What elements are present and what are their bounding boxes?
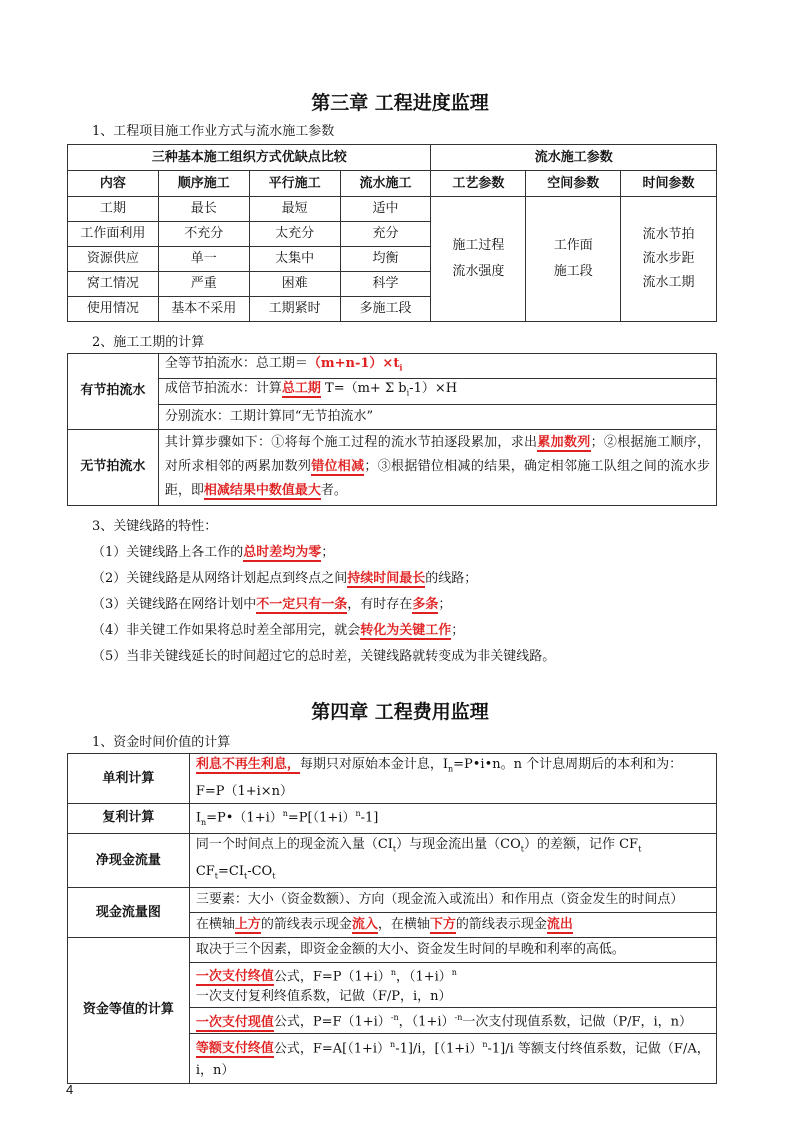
page-number: 4 [66,1082,74,1097]
compound-interest-label: 复利计算 [68,804,190,834]
cash-flow-arrows: 在横轴上方的箭线表示现金流入，在横轴下方的箭线表示现金流出 [189,913,716,938]
section-3-heading: 3、关键线路的特性： [92,519,218,534]
multiple-rhythm-row: 成倍节拍流水：计算总工期 T=（m+ Σ $b_i-1)\times H$ [158,379,716,405]
process-params-cell [431,197,526,322]
column-header: 内容 [68,171,159,197]
table-cell: 基本不采用 [158,297,249,322]
column-header: 空间参数 [526,171,621,197]
chapter3-title: 第三章 工程进度监理 [311,92,489,114]
critical-path-item-1: （1）关键线路上各工作的总时差均为零； [92,545,335,560]
space-params-cell [526,197,621,322]
cash-flow-diagram-label: 现金流量图 [68,888,190,938]
duration-table [67,353,717,506]
equivalence-factors: 取决于三个因素，即资金金额的大小、资金发生时间的早晚和利率的高低。 [189,938,716,963]
single-payment-present: 一次支付现值公式，$P=F(1+i)^{-n}$，$(1+i)^{-n}$一次支付现值系数，记做（P/F，i，n） [189,1008,716,1033]
simple-interest-label: 单利计算 [68,754,190,804]
table-cell: 工作面利用 [68,222,159,247]
column-header: 工艺参数 [431,171,526,197]
table-cell: 适中 [340,197,431,222]
param-item: 流水步距 [642,251,695,266]
table-cell: 多施工段 [340,297,431,322]
uniform-series-future: 等额支付终值公式，$F=A[(1+i)^n-1]/i$，$[(1+i)^n-1]/i$ 等额支付终值系数，记做（F/A，i，n） [189,1033,716,1083]
table-cell: 太集中 [249,247,340,272]
net-cash-flow-label: 净现金流量 [68,833,190,887]
table-header-right: 流水施工参数 [431,145,717,171]
section-2-heading: 2、施工工期的计算 [92,335,205,350]
table-cell: 窝工情况 [68,272,159,297]
table-cell: 工期紧时 [249,297,340,322]
param-item: 流水工期 [642,275,695,290]
table-cell: 充分 [340,222,431,247]
critical-path-item-3: （3）关键线路在网络计划中不一定只有一条，有时存在多条； [92,597,452,612]
time-params-cell [621,197,717,322]
table-header-left: 三种基本施工组织方式优缺点比较 [68,145,431,171]
cash-flow-elements: 三要素：大小（资金数额）、方向（现金流入或流出）和作用点（资金发生的时间点） [189,888,716,913]
table-cell: 使用情况 [68,297,159,322]
param-item: 流水节拍 [642,227,695,242]
param-item: 工作面 [553,238,593,253]
separate-flow-row: 分别流水：工期计算同“无节拍流水” [158,404,716,429]
ch4-section-1-heading: 1、资金时间价值的计算 [92,735,231,750]
table-cell: 最长 [158,197,249,222]
column-header: 时间参数 [621,171,717,197]
table-cell: 太充分 [249,222,340,247]
table-cell: 资源供应 [68,247,159,272]
table-cell: 最短 [249,197,340,222]
table-cell: 工期 [68,197,159,222]
critical-path-item-4: （4）非关键工作如果将总时差全部用完，就会转化为关键工作； [92,623,465,638]
table-cell: 不充分 [158,222,249,247]
critical-path-item-5: （5）当非关键线延长的时间超过它的总时差，关键线路就转变成为非关键线路。 [92,649,556,664]
section-1-heading: 1、工程项目施工作业方式与流水施工参数 [92,124,335,139]
table-cell: 困难 [249,272,340,297]
table-cell: 均衡 [340,247,431,272]
non-rhythmic-steps: 其计算步骤如下：①将每个施工过程的流水节拍逐段累加，求出累加数列；②根据施工顺序，对所求相邻的两累加数列错位相减；③根据错位相减的结果，确定相邻施工队组之间的流水步距，即相减结果中数值最大者。 [158,429,716,505]
column-header: 流水施工 [340,171,431,197]
time-value-table [67,753,717,1084]
param-item: 流水强度 [452,264,505,279]
chapter4-title: 第四章 工程费用监理 [311,701,489,723]
equal-rhythm-row: 全等节拍流水：总工期$=(m+n-1)\times t_i$ [158,354,716,379]
table-cell: 严重 [158,272,249,297]
param-item: 施工过程 [452,238,505,253]
non-rhythmic-flow-label: 无节拍流水 [68,429,159,505]
simple-interest-desc: 利息不再生利息，每期只对原始本金计息，$I_n=P•i•n$。n 个计息周期后的本利和为：F=P（1+i×n） [189,754,716,804]
single-payment-future: 一次支付终值公式，$F=P(1+i)^n$，$(1+i)^n$一次支付复利终值系数，记做（F/P，i，n） [189,963,716,1008]
table-cell: 单一 [158,247,249,272]
net-cash-flow-desc: 同一个时间点上的现金流入量$(CI_t)$与现金流出量$(CO_t)$的差额，记作 $CF_t$ $CF_t=CI_t-CO_t$ [189,833,716,887]
critical-path-item-2: （2）关键线路是从网络计划起点到终点之间持续时间最长的线路； [92,571,478,586]
table-cell: 科学 [340,272,431,297]
column-header: 顺序施工 [158,171,249,197]
rhythmic-flow-label: 有节拍流水 [68,354,159,430]
compound-interest-desc: $I_n=P•(1+i)^n=P[(1+i)^n-1]$ [189,804,716,834]
construction-methods-table [67,144,717,322]
param-item: 施工段 [553,264,593,279]
equivalence-label: 资金等值的计算 [68,938,190,1084]
column-header: 平行施工 [249,171,340,197]
